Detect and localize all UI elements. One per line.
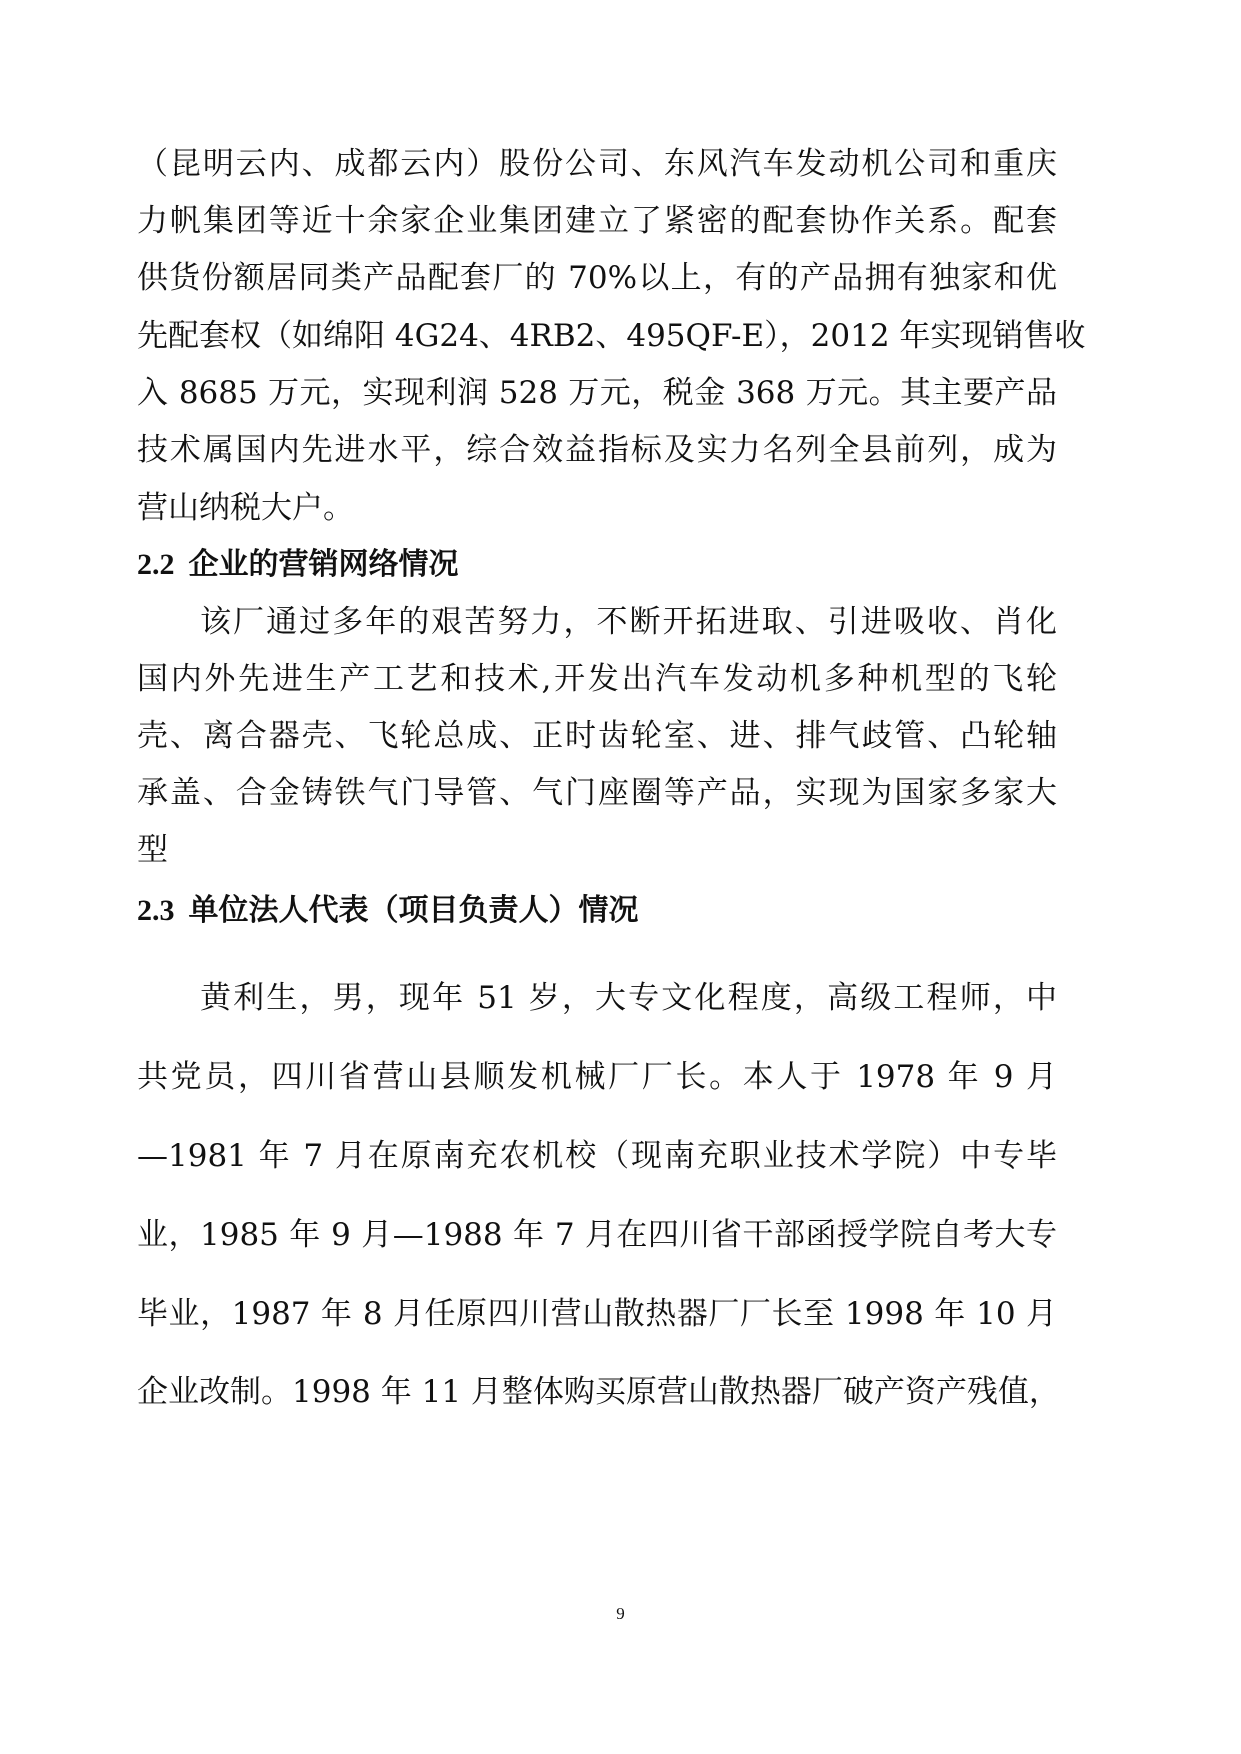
paragraph2-line-4: 承盖、合金铸铁气门导管、气门座圈等产品，实现为国家多家大 xyxy=(137,775,1057,811)
paragraph1-line-5: 入 8685 万元，实现利润 528 万元，税金 368 万元。其主要产品 xyxy=(137,375,1057,411)
section-number: 2.2 xyxy=(137,548,175,581)
paragraph2-line-5: 型 xyxy=(137,832,168,868)
page-number: 9 xyxy=(616,1604,625,1623)
paragraph3-line-5: 毕业，1987 年 8 月任原四川营山散热器厂厂长至 1998 年 10 月 xyxy=(137,1296,1057,1332)
paragraph3-line-1: 黄利生，男，现年 51 岁，大专文化程度，高级工程师，中 xyxy=(200,980,1057,1016)
paragraph1-line-4: 先配套权（如绵阳 4G24、4RB2、495QF-E），2012 年实现销售收 xyxy=(137,318,1086,354)
paragraph2-line-3: 壳、离合器壳、飞轮总成、正时齿轮室、进、排气歧管、凸轮轴 xyxy=(137,718,1057,754)
section-number: 2.3 xyxy=(137,894,175,927)
section-title: 企业的营销网络情况 xyxy=(188,547,459,582)
paragraph1-line-3: 供货份额居同类产品配套厂的 70%以上，有的产品拥有独家和优 xyxy=(137,260,1057,296)
paragraph2-line-2: 国内外先进生产工艺和技术,开发出汽车发动机多种机型的飞轮 xyxy=(137,661,1057,697)
paragraph2-line-1: 该厂通过多年的艰苦努力，不断开拓进取、引进吸收、肖化 xyxy=(200,604,1057,640)
paragraph1-line-2: 力帆集团等近十余家企业集团建立了紧密的配套协作关系。配套 xyxy=(137,203,1057,239)
section-heading-2-2 xyxy=(137,545,459,585)
paragraph3-line-6: 企业改制。1998 年 11 月整体购买原营山散热器厂破产资产残值， xyxy=(137,1374,1060,1410)
paragraph3-line-4: 业，1985 年 9 月—1988 年 7 月在四川省干部函授学院自考大专 xyxy=(137,1217,1057,1253)
paragraph3-line-3: —1981 年 7 月在原南充农机校（现南充职业技术学院）中专毕 xyxy=(137,1138,1057,1174)
paragraph1-line-7: 营山纳税大户。 xyxy=(137,490,354,526)
section-heading-2-3 xyxy=(137,891,639,931)
paragraph3-line-2: 共党员，四川省营山县顺发机械厂厂长。本人于 1978 年 9 月 xyxy=(137,1059,1057,1095)
paragraph1-line-6: 技术属国内先进水平，综合效益指标及实力名列全县前列，成为 xyxy=(137,432,1057,468)
section-title: 单位法人代表（项目负责人）情况 xyxy=(188,893,639,928)
paragraph1-line-1: （昆明云内、成都云内）股份公司、东风汽车发动机公司和重庆 xyxy=(137,146,1057,182)
